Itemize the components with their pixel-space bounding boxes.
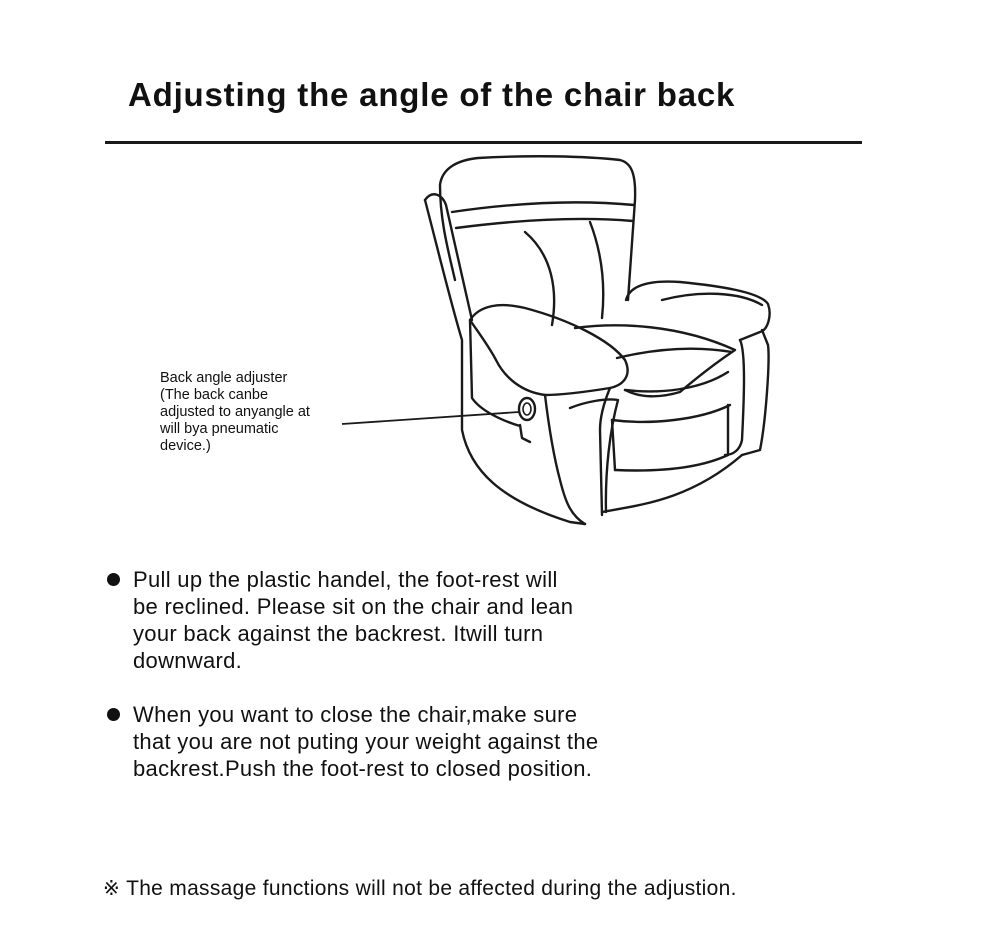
instruction-text bbox=[133, 701, 825, 782]
instruction-line: your back against the backrest. Itwill turn bbox=[133, 621, 544, 646]
recliner-chair-icon bbox=[150, 150, 800, 540]
instruction-line: that you are not puting your weight against the bbox=[133, 729, 599, 754]
instruction-line: When you want to close the chair,make sure bbox=[133, 702, 578, 727]
callout-line: adjusted to anyangle at bbox=[160, 404, 310, 420]
instruction-line: backrest.Push the foot-rest to closed position. bbox=[133, 756, 593, 781]
instruction-line: Pull up the plastic handel, the foot-rest will bbox=[133, 567, 558, 592]
chair-illustration bbox=[150, 150, 800, 540]
bullet-dot-icon bbox=[107, 708, 120, 721]
instruction-text bbox=[133, 566, 825, 674]
callout-line: will bya pneumatic bbox=[160, 421, 279, 437]
instruction-list bbox=[105, 566, 825, 809]
reference-mark-icon: ※ bbox=[103, 876, 121, 900]
callout-line: device.) bbox=[160, 438, 211, 454]
page-title: Adjusting the angle of the chair back bbox=[128, 76, 736, 113]
instruction-line: be reclined. Please sit on the chair and lean bbox=[133, 594, 574, 619]
callout-line: Back angle adjuster bbox=[160, 370, 288, 386]
callout-line: (The back canbe bbox=[160, 387, 269, 403]
instruction-item bbox=[105, 566, 825, 674]
bullet-dot-icon bbox=[107, 573, 120, 586]
title-divider bbox=[105, 141, 862, 144]
instruction-item bbox=[105, 701, 825, 782]
footnote bbox=[103, 876, 737, 901]
back-angle-adjuster-callout bbox=[160, 370, 360, 455]
instruction-line: downward. bbox=[133, 648, 243, 673]
footnote-text: The massage functions will not be affected during the adjustion. bbox=[126, 877, 737, 900]
